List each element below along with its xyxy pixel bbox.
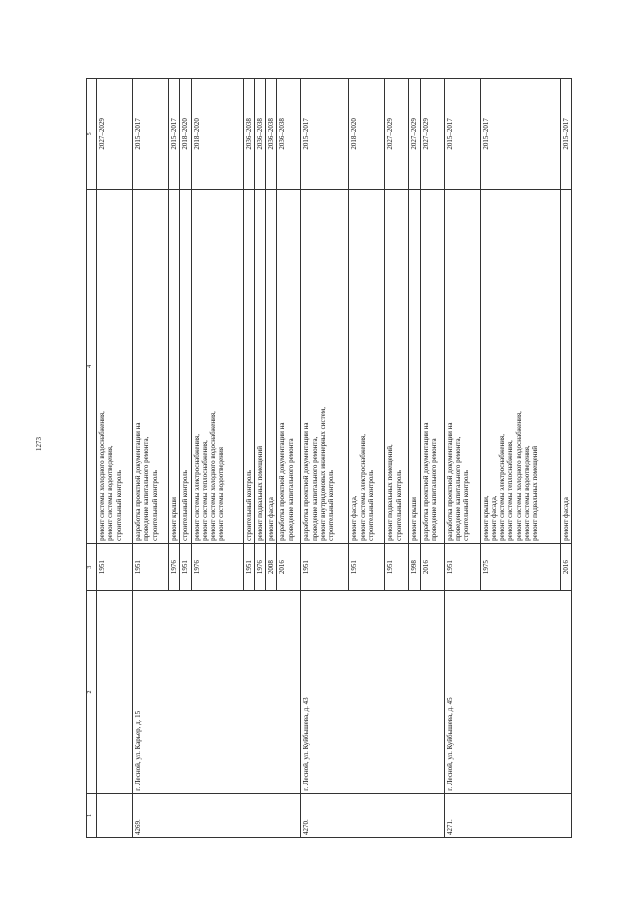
planned-period: 2015–2017 xyxy=(560,79,571,190)
repair-works: ремонт крыши, ремонт фасада, ремонт системы электроснабжения, ремонт системы теплоснабжения, ремонт системы холодного водоснабжения, ремонт системы водоотведения, ремонт подвальных помещений xyxy=(480,189,560,543)
row-number xyxy=(97,793,133,837)
construction-year: 2016 xyxy=(277,543,301,590)
table-row xyxy=(97,79,133,838)
repair-works: разработка проектной документации на проведение капитального ремонта, строительный контроль xyxy=(133,189,169,543)
repair-works: строительный контроль xyxy=(180,189,191,543)
row-number: 4269. xyxy=(133,793,301,837)
construction-year: 1975 xyxy=(480,543,560,590)
construction-year: 1951 xyxy=(349,543,385,590)
repair-works: ремонт фасада xyxy=(266,189,277,543)
column-header: 2 xyxy=(87,591,97,793)
column-header: 1 xyxy=(87,793,97,837)
repair-schedule-table xyxy=(86,78,572,838)
column-header: 4 xyxy=(87,189,97,543)
construction-year: 1951 xyxy=(444,543,480,590)
row-number: 4270. xyxy=(301,793,444,837)
planned-period: 2015–2017 xyxy=(169,79,180,190)
rotated-table-container xyxy=(86,78,570,838)
column-header: 5 xyxy=(87,79,97,190)
construction-year: 1976 xyxy=(191,543,243,590)
planned-period: 2018–2020 xyxy=(191,79,243,190)
planned-period: 2015–2017 xyxy=(133,79,169,190)
table-row xyxy=(444,79,480,838)
construction-year: 1951 xyxy=(385,543,409,590)
planned-period: 2027–2029 xyxy=(97,79,133,190)
planned-period: 2018–2020 xyxy=(180,79,191,190)
repair-works: ремонт фасада xyxy=(560,189,571,543)
construction-year: 1951 xyxy=(97,543,133,590)
construction-year: 2016 xyxy=(420,543,444,590)
planned-period: 2027–2029 xyxy=(420,79,444,190)
table-row xyxy=(133,79,169,838)
repair-works: ремонт системы электроснабжения, ремонт системы теплоснабжения, ремонт системы холодного водоснабжения, ремонт системы водоотведения xyxy=(191,189,243,543)
building-address: г. Лесной, ул. Куйбышева, д. 43 xyxy=(301,591,444,793)
document-table-area xyxy=(86,78,570,838)
construction-year: 1976 xyxy=(169,543,180,590)
planned-period: 2015–2017 xyxy=(480,79,560,190)
repair-works: разработка проектной документации на проведение капитального ремонта, ремонт внутридомовых инженерных систем, строительный контроль xyxy=(301,189,349,543)
building-address: г. Лесной, ул. Куйбышева, д. 45 xyxy=(444,591,571,793)
planned-period: 2015–2017 xyxy=(444,79,480,190)
construction-year: 1951 xyxy=(133,543,169,590)
repair-works: ремонт крыши xyxy=(409,189,420,543)
repair-works: ремонт подвальных помещений, строительный контроль xyxy=(385,189,409,543)
repair-works: ремонт фасада, ремонт системы электроснабжения, строительный контроль xyxy=(349,189,385,543)
building-address: г. Лесной, ул. Карьер, д. 15 xyxy=(133,591,301,793)
column-header: 3 xyxy=(87,543,97,590)
construction-year: 1976 xyxy=(254,543,265,590)
construction-year: 2016 xyxy=(560,543,571,590)
planned-period: 2036–2038 xyxy=(254,79,265,190)
construction-year: 2008 xyxy=(266,543,277,590)
planned-period: 2027–2029 xyxy=(409,79,420,190)
planned-period: 2036–2038 xyxy=(266,79,277,190)
page-number: 1273 xyxy=(35,437,43,451)
planned-period: 2036–2038 xyxy=(277,79,301,190)
building-address xyxy=(97,591,133,793)
repair-works: разработка проектной документации на проведение капитального ремонта xyxy=(277,189,301,543)
repair-works: ремонт крыши xyxy=(169,189,180,543)
repair-works: строительный контроль xyxy=(243,189,254,543)
construction-year: 1951 xyxy=(243,543,254,590)
table-header-row xyxy=(87,79,97,838)
construction-year: 1951 xyxy=(301,543,349,590)
construction-year: 1951 xyxy=(180,543,191,590)
planned-period: 2018–2020 xyxy=(349,79,385,190)
planned-period: 2027–2029 xyxy=(385,79,409,190)
row-number: 4271. xyxy=(444,793,571,837)
table-row xyxy=(301,79,349,838)
repair-works: ремонт системы холодного водоснабжения, ремонт системы водоотведения, строительный контроль xyxy=(97,189,133,543)
planned-period: 2036–2038 xyxy=(243,79,254,190)
construction-year: 1998 xyxy=(409,543,420,590)
planned-period: 2015–2017 xyxy=(301,79,349,190)
repair-works: разработка проектной документации на проведение капитального ремонта, строительный контроль xyxy=(444,189,480,543)
repair-works: ремонт подвальных помещений xyxy=(254,189,265,543)
repair-works: разработка проектной документации на проведение капитального ремонта xyxy=(420,189,444,543)
